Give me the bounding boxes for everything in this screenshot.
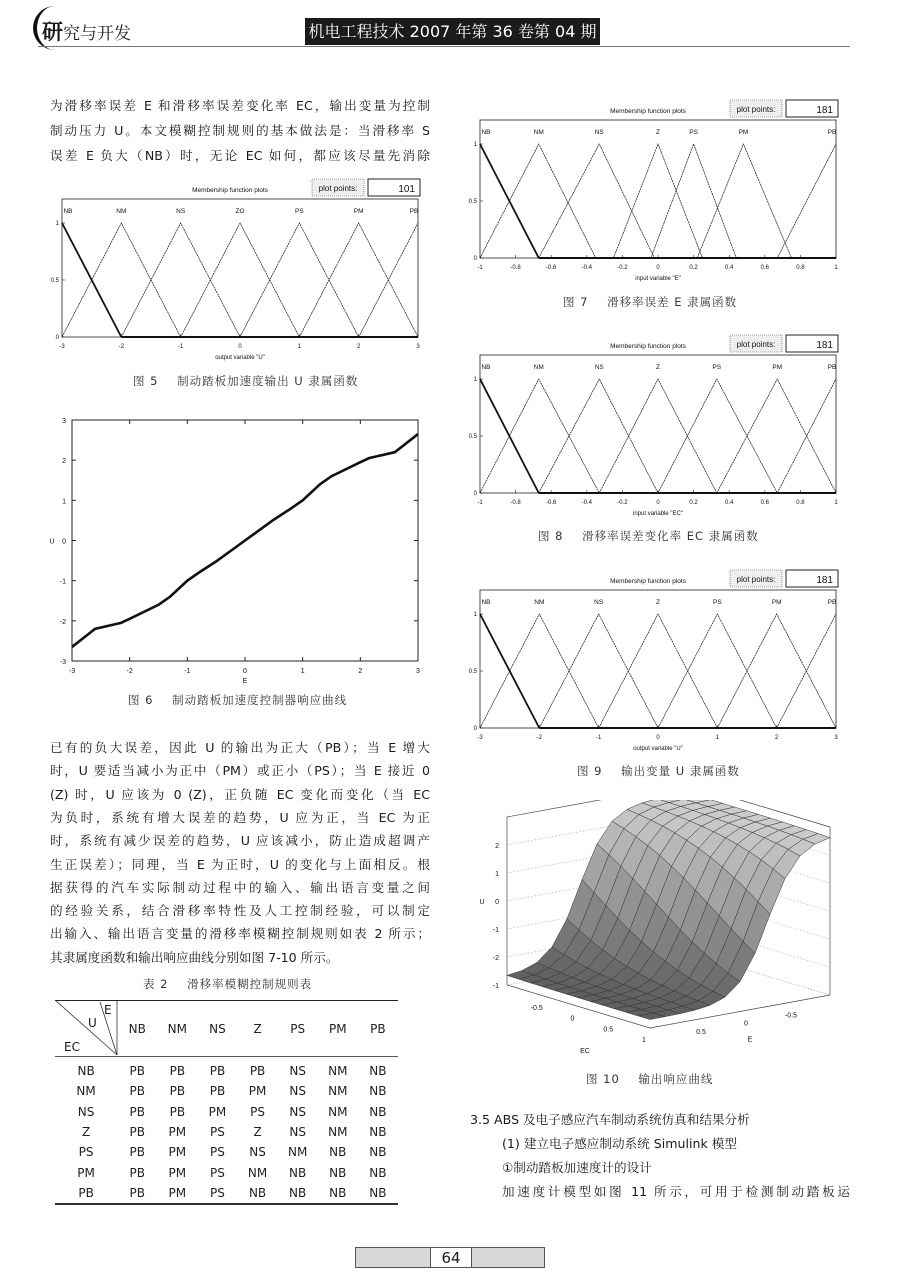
x-tick-label: -0.2	[617, 265, 628, 271]
column-header: PS	[278, 1001, 318, 1057]
u-tick-label: -2	[492, 955, 499, 962]
mf-label: ZO	[235, 208, 245, 215]
x-tick-label: -0.8	[510, 265, 521, 271]
table-cell: PB	[249, 1064, 266, 1079]
table-cell: NB	[369, 1185, 387, 1200]
y-tick-label: 3	[62, 418, 66, 425]
x-tick-label: 1	[297, 344, 302, 350]
mf-label: PB	[827, 599, 837, 606]
y-tick-label: 0.5	[50, 278, 59, 284]
table-cell: PS	[210, 1145, 225, 1160]
x-tick-label: 0.2	[689, 265, 698, 271]
row-label: PM	[77, 1165, 95, 1180]
table-cell: NM	[328, 1064, 348, 1079]
mf-label: PM	[353, 208, 364, 215]
table-row	[55, 1081, 398, 1101]
section-label	[42, 16, 131, 46]
plot-points-label: plot points:	[736, 340, 776, 349]
row-label: PB	[78, 1185, 94, 1200]
subsection-item-1-heading: ①制动踏板加速度计的设计	[502, 1160, 652, 1175]
x-tick-label: 3	[416, 344, 420, 350]
plot-points-value: 181	[816, 575, 833, 586]
figure-6-response-curve	[40, 410, 440, 685]
mf-label: NB	[63, 208, 73, 215]
header-divider	[38, 46, 850, 47]
x-tick-label: -0.8	[510, 500, 521, 506]
mf-curve-ps	[240, 223, 359, 337]
mf-label: PM	[738, 129, 749, 136]
x-tick-label: -2	[118, 344, 125, 350]
y-tick-label: 0	[473, 491, 477, 497]
mf-label: Z	[656, 599, 660, 606]
x-tick-label: -1	[595, 735, 602, 741]
text-line: 其隶属度函数和输出响应曲线分别如图 7-10 所示。	[50, 949, 339, 965]
text-line: 生正误差）；同理，当 E 为正时，U 的变化与上面相反。根	[50, 856, 430, 872]
text-line: 制动压力 U。本文模糊控制规则的基本做法是：当滑移率 S	[50, 123, 430, 138]
x-tick-label: 0.6	[760, 265, 769, 271]
mf-label: PB	[827, 364, 837, 371]
table-cell: NS	[249, 1145, 266, 1160]
table-cell: NB	[289, 1165, 307, 1180]
table-cell: PB	[169, 1084, 186, 1099]
column-header: PB	[358, 1001, 398, 1057]
x-axis-label: E	[242, 678, 248, 685]
x-tick-label: -0.2	[617, 500, 628, 506]
table-cell: PM	[168, 1165, 187, 1180]
table-row	[55, 1162, 398, 1182]
plot-points-label: plot points:	[318, 184, 358, 193]
x-tick-label: -2	[536, 735, 543, 741]
mf-curve-ps	[658, 379, 777, 493]
table-cell: NS	[289, 1084, 306, 1099]
x-tick-label: -0.6	[546, 500, 557, 506]
y-tick-label: -3	[59, 659, 66, 666]
mf-curve-nm	[480, 379, 599, 493]
mf-label: PS	[712, 599, 722, 606]
table-cell: PM	[248, 1084, 267, 1099]
x-axis-label: output variable "U"	[215, 355, 265, 361]
y-tick-label: 1	[62, 498, 66, 506]
plot-frame	[62, 199, 418, 337]
table-cell: PM	[168, 1125, 187, 1140]
table-cell: PB	[129, 1185, 145, 1200]
journal-banner: 机电工程技术 2007 年第 36 卷第 04 期	[305, 18, 600, 45]
u-tick-label: -1	[492, 983, 499, 990]
table-cell: NB	[369, 1145, 387, 1160]
table-corner-e: E	[104, 1003, 112, 1017]
figure-5-membership-plot	[50, 174, 435, 369]
x-axis-label: input variable "EC"	[633, 511, 683, 517]
mf-label: PS	[712, 364, 722, 371]
table-corner-cell	[55, 1001, 117, 1057]
u-axis-label: U	[479, 899, 485, 906]
table-cell: NB	[248, 1185, 267, 1200]
table-cell: PB	[129, 1125, 145, 1140]
table-row	[55, 1142, 398, 1162]
mf-label: NM	[533, 129, 544, 136]
mf-curve-z	[599, 379, 716, 493]
text-line: 时，系统有减少误差的趋势，U 应该减小，防止造成超调产	[50, 833, 430, 849]
mf-label: NM	[533, 364, 544, 371]
mf-label: NB	[481, 599, 491, 606]
x-tick-label: -3	[68, 668, 76, 675]
table-cell: PB	[209, 1064, 226, 1079]
text-line: 据获得的汽车实际制动过程中的输入、输出语言变量之间	[50, 879, 430, 895]
y-tick-label: 0	[473, 726, 477, 732]
row-label: Z	[81, 1125, 91, 1140]
mf-label: NS	[594, 364, 604, 371]
row-label: PS	[78, 1145, 94, 1160]
mf-curve-z	[599, 614, 718, 728]
table-cell: PM	[168, 1145, 187, 1160]
table-cell: NM	[328, 1084, 348, 1099]
mf-label: PM	[772, 364, 783, 371]
y-tick-label: -1	[59, 578, 66, 586]
figure-9-caption: 图 9 输出变量 U 隶属函数	[577, 764, 740, 778]
table-header-row	[55, 1001, 398, 1057]
mf-curve-pm	[697, 144, 791, 258]
text-line: 时，U 要适当减小为正中（PM）或正小（PS）；当 E 接近 0	[50, 763, 430, 779]
table-cell: PS	[210, 1185, 225, 1200]
table-cell: PB	[129, 1104, 145, 1119]
u-tick-label: 1	[495, 871, 499, 878]
table-cell: PS	[210, 1125, 225, 1140]
mf-label: PM	[771, 599, 782, 606]
plot-title: Membership function plots	[610, 578, 686, 585]
x-tick-label: 0.2	[689, 500, 698, 506]
section-heading-3-5: 3.5 ABS 及电子感应汽车制动系统仿真和结果分析	[470, 1112, 750, 1127]
text-line: 为负时，系统有增大误差的趋势，U 应为正，当 EC 为正	[50, 809, 430, 825]
ec-tick-label: 0.5	[603, 1026, 614, 1034]
table-cell: NB	[369, 1064, 387, 1079]
x-tick-label: 0	[656, 500, 660, 506]
u-tick-label: 2	[495, 843, 499, 850]
table-corner-u: U	[88, 1016, 97, 1030]
table-cell: NB	[369, 1125, 387, 1140]
mf-label: NM	[534, 599, 545, 606]
x-tick-label: -0.4	[581, 265, 592, 271]
mf-label: PS	[689, 129, 698, 136]
table-2-caption: 表 2 滑移率模糊控制规则表	[143, 977, 313, 991]
y-tick-label: 1	[55, 221, 59, 227]
table-cell: NB	[329, 1165, 347, 1180]
mf-curve-pb	[777, 144, 836, 258]
plot-points-value: 181	[816, 105, 833, 116]
mf-curve-ns	[539, 379, 658, 493]
plot-title: Membership function plots	[192, 187, 268, 194]
figure-10-surface-plot	[470, 800, 870, 1060]
x-tick-label: -0.4	[581, 500, 592, 506]
e-tick-label: 0	[744, 1020, 748, 1028]
text-line: 出输入、输出语言变量的滑移率模糊控制规则如表 2 所示；	[50, 926, 430, 942]
mf-label: Z	[656, 129, 660, 136]
mf-curve-nm	[62, 223, 181, 337]
table-row	[55, 1102, 398, 1122]
u-tick-label: 0	[495, 899, 499, 906]
mf-curve-pm	[717, 379, 836, 493]
table-cell: NS	[289, 1125, 306, 1140]
ec-tick-label: 1	[642, 1037, 646, 1044]
table-row	[55, 1183, 398, 1204]
y-tick-label: 0.5	[468, 434, 477, 440]
e-tick-label: -0.5	[784, 1012, 798, 1020]
section-label-rest: 究与开发	[63, 24, 131, 44]
page-number: 64	[430, 1247, 472, 1268]
text-line: 误差 E 负大（NB）时，无论 EC 如何，都应该尽量先消除	[50, 148, 430, 163]
table-cell: NB	[289, 1185, 307, 1200]
table-row	[55, 1057, 398, 1082]
table-cell: PM	[208, 1104, 227, 1119]
x-tick-label: 2	[358, 668, 363, 675]
mf-curve-ns	[539, 144, 655, 258]
figure-7-membership-plot	[468, 95, 853, 290]
table-cell: NB	[369, 1104, 387, 1119]
x-tick-label: -1	[477, 500, 483, 506]
mf-curve-ps	[658, 614, 777, 728]
y-tick-label: 2	[62, 458, 66, 466]
table-cell: PB	[129, 1165, 145, 1180]
table-cell: PB	[129, 1064, 145, 1079]
e-tick-label: 0.5	[696, 1028, 706, 1036]
text-line: 为滑移率误差 E 和滑移率误差变化率 EC，输出变量为控制	[50, 98, 430, 113]
x-tick-label: 0.4	[725, 265, 734, 271]
text-line: 的经验关系，结合滑移率特性及人工控制经验，可以制定	[50, 903, 430, 919]
fuzzy-rule-table	[55, 1000, 398, 1205]
table-cell: PB	[169, 1104, 186, 1119]
mf-curve-zo	[181, 223, 300, 337]
section-label-first-char: 研	[42, 20, 63, 44]
y-tick-label: -2	[59, 618, 66, 626]
mf-label: NB	[481, 364, 491, 371]
u-tick-label: -1	[492, 927, 499, 934]
mf-curve-pm	[717, 614, 836, 728]
table-cell: PB	[169, 1064, 186, 1079]
mf-curve-ns	[121, 223, 240, 337]
mf-curve-nm	[480, 614, 599, 728]
table-cell: NS	[289, 1064, 306, 1079]
table-cell: PB	[209, 1084, 226, 1099]
figure-6-caption: 图 6 制动踏板加速度控制器响应曲线	[128, 693, 348, 707]
row-label: NM	[76, 1084, 96, 1099]
x-tick-label: 0	[243, 668, 247, 675]
figure-9-membership-plot	[468, 565, 853, 760]
plot-points-label: plot points:	[736, 105, 776, 114]
x-tick-label: 2	[774, 735, 779, 741]
text-line: 已有的负大误差，因此 U 的输出为正大（PB）；当 E 增大	[50, 740, 430, 755]
table-cell: NM	[328, 1125, 348, 1140]
mf-label: NS	[594, 599, 604, 606]
figure-8-membership-plot	[468, 330, 853, 525]
mf-label: PB	[827, 129, 837, 136]
table-cell: NM	[287, 1145, 308, 1160]
plot-title: Membership function plots	[610, 108, 686, 115]
mf-label: Z	[656, 364, 660, 371]
x-tick-label: 0.8	[796, 500, 805, 506]
figure-5-caption: 图 5 制动踏板加速度输出 U 隶属函数	[133, 374, 359, 388]
text-line: (Z) 时，U 应该为 0 (Z)，正负随 EC 变化而变化（当 EC	[50, 786, 430, 802]
x-axis-label: input variable "E"	[635, 276, 681, 282]
x-tick-label: -3	[477, 735, 483, 741]
column-header: NS	[197, 1001, 237, 1057]
x-tick-label: -0.6	[546, 265, 557, 271]
mf-label: NB	[481, 129, 491, 136]
table-cell: PB	[129, 1084, 145, 1099]
table-cell: NM	[247, 1165, 268, 1180]
plot-title: Membership function plots	[610, 343, 686, 350]
plot-points-label: plot points:	[736, 575, 776, 584]
mf-curve-ns	[539, 614, 658, 728]
column-header: PM	[318, 1001, 358, 1057]
y-tick-label: 0	[473, 256, 477, 262]
table-cell: PM	[168, 1185, 187, 1200]
x-tick-label: 0	[656, 735, 660, 741]
plot-frame	[480, 355, 836, 493]
x-tick-label: 0.4	[725, 500, 734, 506]
table-cell: NB	[369, 1165, 387, 1180]
subsection-1-heading: (1) 建立电子感应制动系统 Simulink 模型	[502, 1136, 737, 1151]
x-tick-label: 1	[715, 735, 720, 741]
x-tick-label: 2	[356, 344, 361, 350]
table-cell: NB	[329, 1185, 347, 1200]
y-tick-label: 1	[473, 142, 477, 148]
y-tick-label: 1	[473, 612, 477, 618]
mf-curve-z	[614, 144, 703, 258]
table-row	[55, 1122, 398, 1142]
x-tick-label: -1	[477, 265, 483, 271]
x-tick-label: 1	[834, 500, 838, 506]
table-cell: Z	[253, 1125, 262, 1140]
mf-label: PS	[294, 208, 304, 215]
table-cell: PB	[129, 1145, 145, 1160]
mf-curve-pm	[299, 223, 418, 337]
x-tick-label: 3	[416, 668, 420, 675]
x-axis-label: output variable "U"	[633, 746, 683, 752]
x-tick-label: 3	[834, 735, 838, 741]
y-axis-label: U	[49, 538, 55, 546]
table-corner-ec: EC	[64, 1040, 80, 1054]
mf-label: NS	[594, 129, 604, 136]
x-tick-label: 0.6	[760, 500, 769, 506]
mf-curve-ps	[651, 144, 736, 258]
ec-tick-label: 0	[570, 1015, 575, 1023]
x-tick-label: 0	[656, 265, 660, 271]
figure-8-caption: 图 8 滑移率误差变化率 EC 隶属函数	[538, 529, 759, 543]
response-curve	[72, 434, 418, 647]
column-header: Z	[238, 1001, 278, 1057]
y-tick-label: 1	[473, 377, 477, 383]
table-cell: NB	[369, 1084, 387, 1099]
figure-7-caption: 图 7 滑移率误差 E 隶属函数	[563, 295, 738, 309]
y-tick-label: 0.5	[468, 199, 477, 205]
y-tick-label: 0	[55, 335, 59, 341]
mf-label: PB	[409, 208, 419, 215]
mf-label: NM	[116, 208, 127, 215]
x-tick-label: 0.8	[796, 265, 805, 271]
ec-tick-label: -0.5	[530, 1004, 543, 1012]
plot-points-value: 101	[398, 184, 415, 195]
mf-curve-nm	[480, 144, 596, 258]
body-text-line: 加速度计模型如图 11 所示，可用于检测制动踏板运	[502, 1184, 850, 1199]
column-header: NM	[157, 1001, 197, 1057]
ec-axis-label: EC	[580, 1047, 590, 1055]
figure-10-caption: 图 10 输出响应曲线	[586, 1072, 714, 1086]
table-cell: PS	[250, 1104, 265, 1119]
e-axis-label: E	[747, 1036, 753, 1044]
x-tick-label: -1	[184, 668, 191, 675]
x-tick-label: -1	[177, 344, 184, 350]
x-tick-label: -2	[126, 668, 133, 675]
mf-label: NS	[176, 208, 186, 215]
table-cell: NB	[329, 1145, 347, 1160]
table-cell: PS	[210, 1165, 225, 1180]
x-tick-label: 1	[300, 668, 305, 675]
table-cell: NS	[289, 1104, 306, 1119]
row-label: NS	[77, 1104, 95, 1119]
plot-frame	[480, 590, 836, 728]
x-tick-label: -3	[59, 344, 65, 350]
x-tick-label: 1	[834, 265, 838, 271]
row-label: NB	[77, 1064, 95, 1079]
y-tick-label: 0.5	[468, 669, 477, 675]
y-tick-label: 0	[62, 538, 66, 546]
table-cell: NM	[328, 1104, 348, 1119]
column-header: NB	[117, 1001, 157, 1057]
x-tick-label: 0	[238, 344, 242, 350]
plot-points-value: 181	[816, 340, 833, 351]
